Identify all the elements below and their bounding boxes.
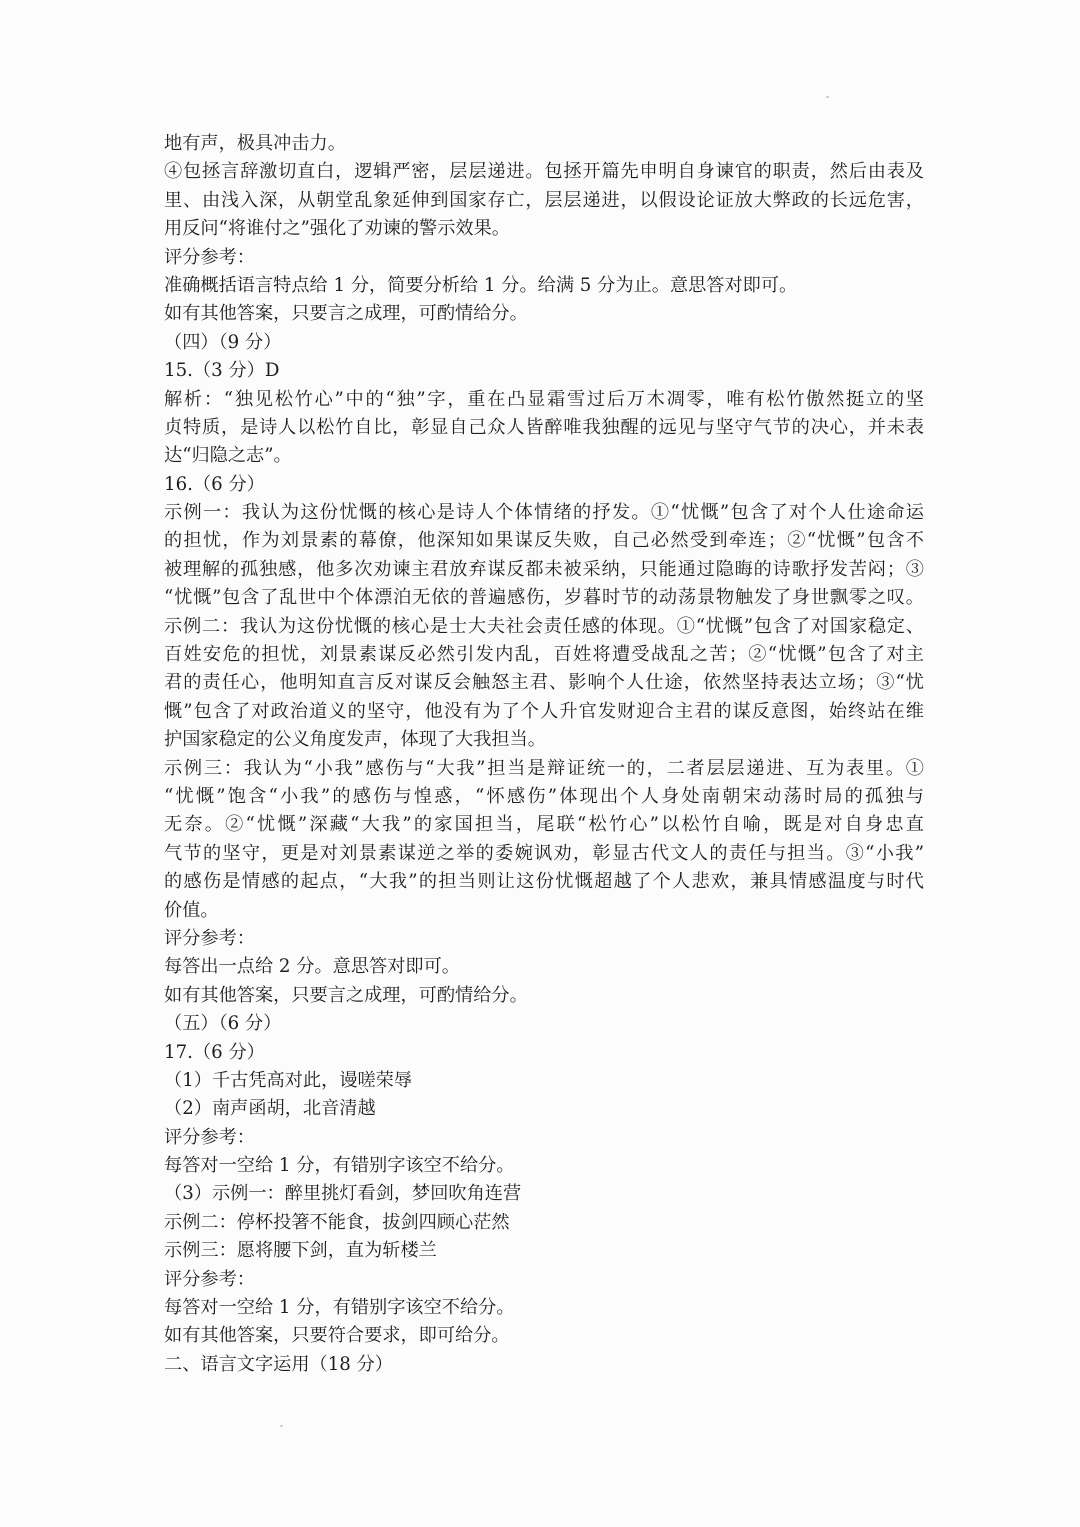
scoring-reference-heading: 评分参考： <box>164 1126 255 1148</box>
section-heading: 二、语言文字运用（18 分） <box>164 1353 393 1375</box>
scan-speck <box>826 96 829 98</box>
text-line: 的担忧，作为刘景素的幕僚，他深知如果谋反失败，自己必然受到牵连；②“忧慨”包含不 <box>164 530 924 552</box>
text-line: 示例一：我认为这份忧慨的核心是诗人个体情绪的抒发。①“忧慨”包含了对个人仕途命运 <box>164 502 924 524</box>
text-line: （1）千古凭高对此，谩嗟荣辱 <box>164 1069 413 1091</box>
question-number: 17.（6 分） <box>164 1041 265 1063</box>
text-line: 护国家稳定的公义角度发声，体现了大我担当。 <box>164 729 546 751</box>
question-number: 16.（6 分） <box>164 473 265 495</box>
text-line: 价值。 <box>164 899 219 921</box>
text-line: （2）南声函胡，北音清越 <box>164 1098 376 1120</box>
text-line: 示例二：停杯投箸不能食，拔剑四顾心茫然 <box>164 1211 510 1233</box>
text-line: ④包拯言辞激切直白，逻辑严密，层层递进。包拯开篇先申明自身谏官的职责，然后由表及 <box>164 161 924 183</box>
text-line: 每答出一点给 2 分。意思答对即可。 <box>164 956 460 978</box>
text-line: 达“归隐之志”。 <box>164 445 292 467</box>
scoring-reference-heading: 评分参考： <box>164 1268 255 1290</box>
text-line: 无奈。②“忧慨”深藏“大我”的家国担当，尾联“松竹心”以松竹自喻，既是对自身忠直 <box>164 814 924 836</box>
text-line: 如有其他答案，只要符合要求，即可给分。 <box>164 1325 510 1347</box>
text-line: 如有其他答案，只要言之成理，可酌情给分。 <box>164 984 528 1006</box>
answer-key-text <box>164 130 924 1379</box>
text-line: 如有其他答案，只要言之成理，可酌情给分。 <box>164 303 528 325</box>
text-line: 示例三：愿将腰下剑，直为斩楼兰 <box>164 1240 437 1262</box>
question-number: 15.（3 分）D <box>164 360 280 382</box>
section-heading: （五）（6 分） <box>164 1013 282 1035</box>
text-line: 被理解的孤独感，他多次劝谏主君放弃谋反都未被采纳，只能通过隐晦的诗歌抒发苦闷；③ <box>164 558 924 580</box>
scan-speck <box>280 1425 283 1427</box>
text-line: 的感伤是情感的起点，“大我”的担当则让这份忧慨超越了个人悲欢，兼具情感温度与时代 <box>164 871 924 893</box>
text-line: 示例二：我认为这份忧慨的核心是士大夫社会责任感的体现。①“忧慨”包含了对国家稳定、 <box>164 615 924 637</box>
text-line: 用反问“将谁付之”强化了劝谏的警示效果。 <box>164 218 510 240</box>
text-line: 每答对一空给 1 分，有错别字该空不给分。 <box>164 1155 515 1177</box>
text-line: 君的责任心，他明知直言反对谋反会触怒主君、影响个人仕途，依然坚持表达立场；③“忧 <box>164 672 924 694</box>
text-line: 准确概括语言特点给 1 分，简要分析给 1 分。给满 5 分为止。意思答对即可。 <box>164 274 798 296</box>
text-line: 慨”包含了对政治道义的坚守，他没有为了个人升官发财迎合主君的谋反意图，始终站在维 <box>164 700 924 722</box>
text-line: “忧慨”饱含“小我”的感伤与惶惑，“怀感伤”体现出个人身处南朝宋动荡时局的孤独与 <box>164 785 924 807</box>
text-line: 地有声，极具冲击力。 <box>164 133 346 154</box>
text-line: 气节的坚守，更是对刘景素谋逆之举的委婉讽劝，彰显古代文人的责任与担当。③“小我” <box>164 842 924 864</box>
section-heading: （四）（9 分） <box>164 331 282 353</box>
text-line: 示例三：我认为“小我”感伤与“大我”担当是辩证统一的，二者层层递进、互为表里。① <box>164 757 924 779</box>
scoring-reference-heading: 评分参考： <box>164 246 255 268</box>
text-line: 百姓安危的担忧，刘景素谋反必然引发内乱，百姓将遭受战乱之苦；②“忧慨”包含了对主 <box>164 644 924 666</box>
text-line: （3）示例一：醉里挑灯看剑，梦回吹角连营 <box>164 1183 522 1205</box>
text-line: 里、由浅入深，从朝堂乱象延伸到国家存亡，层层递进，以假设论证放大弊政的长远危害， <box>164 189 924 211</box>
scoring-reference-heading: 评分参考： <box>164 927 255 949</box>
text-line: 贞特质，是诗人以松竹自比，彰显自己众人皆醉唯我独醒的远见与坚守气节的决心，并未表 <box>164 416 924 438</box>
text-line: 解析：“独见松竹心”中的“独”字，重在凸显霜雪过后万木凋零，唯有松竹傲然挺立的坚 <box>164 388 924 410</box>
text-line: 每答对一空给 1 分，有错别字该空不给分。 <box>164 1297 515 1319</box>
text-line: “忧慨”包含了乱世中个体漂泊无依的普遍感伤，岁暮时节的动荡景物触发了身世飘零之叹。 <box>164 587 924 609</box>
